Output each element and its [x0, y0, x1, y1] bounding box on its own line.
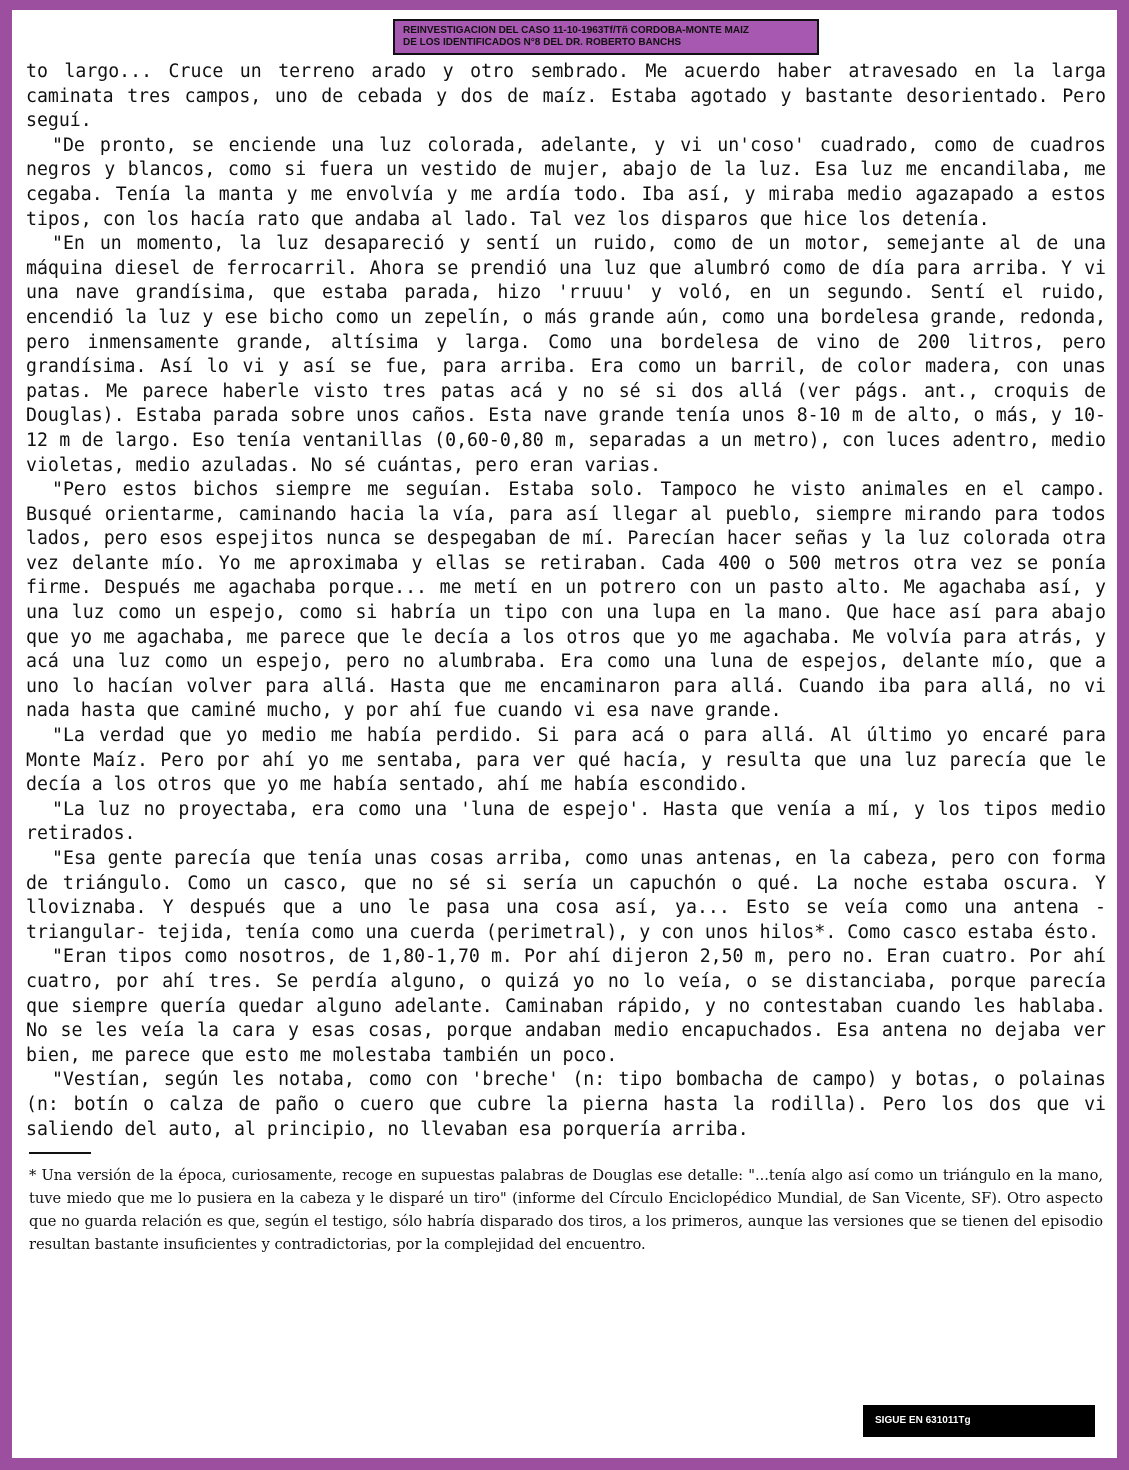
paragraph: "Esa gente parecía que tenía unas cosas arriba, como unas antenas, en la cabeza, pero con forma de triángulo. Como un casco, que no sé si sería un capuchón o qué. La noche estaba oscura. Y lloviznaba. Y después que a uno le pasa una cosa así, ya... Esto se veía como una antena -triangular- tejida, tenía como una cuerda (perimetral), y con unos hilos*. Como casco estaba ésto.	[26, 848, 1106, 943]
paragraph: "La luz no proyectaba, era como una 'luna de espejo'. Hasta que venía a mí, y los tipos medio retirados.	[26, 798, 1106, 845]
continue-label: SIGUE EN 631011Tg	[863, 1405, 1095, 1437]
document-page	[12, 10, 1117, 1458]
paragraph: to largo... Cruce un terreno arado y otro sembrado. Me acuerdo haber atravesado en la larga caminata tres campos, uno de cebada y dos de maíz. Estaba agotado y bastante desorientado. Pero seguí.	[26, 61, 1106, 132]
case-header-line-1: REINVESTIGACION DEL CASO 11-10-1963Tf/Tñ CORDOBA-MONTE MAIZ	[403, 25, 749, 36]
paragraph: "De pronto, se enciende una luz colorada, adelante, y vi un'coso' cuadrado, como de cuadros negros y blancos, como si fuera un vestido de mujer, abajo de la luz. Esa luz me encandilaba, me cegaba. Tenía la manta y me envolvía y me ardía todo. Iba así, y miraba medio agazapado a estos tipos, con los hacía rato que andaba al lado. Tal vez los disparos que hice los detenía.	[26, 134, 1106, 230]
footnote-divider	[29, 1152, 91, 1154]
case-header	[393, 19, 819, 55]
paragraph: "En un momento, la luz desapareció y sentí un ruido, como de un motor, semejante al de una máquina diesel de ferrocarril. Ahora se prendió una luz que alumbró como de día para arriba. Y vi una nave grandísima, que estaba parada, hizo 'rruuu' y voló, en un segundo. Sentí el ruido, encendió la luz y ese bicho como un zepelín, o más grande aún, como una bordelesa grande, redonda, pero inmensamente grande, altísima y larga. Como una bordelesa de vino de 200 litros, pero grandísima. Así lo vi y así se fue, para arriba. Era como un barril, de color madera, con unas patas. Me parece haberle visto tres patas acá y no sé si dos allá (ver págs. ant., croquis de Douglas). Estaba parada sobre unos caños. Esta nave grande tenía unos 8-10 m de alto, o más, y 10-12 m de largo. Eso tenía ventanillas (0,60-0,80 m, separadas a un metro), con luces adentro, medio violetas, medio azuladas. No sé cuántas, pero eran varias.	[26, 233, 1106, 476]
case-header-line-2: DE LOS IDENTIFICADOS N°8 DEL DR. ROBERTO BANCHS	[403, 37, 682, 48]
paragraph: "Pero estos bichos siempre me seguían. Estaba solo. Tampoco he visto animales en el campo. Busqué orientarme, caminando hacia la vía, para así llegar al pueblo, siempre mirando para todos lados, pero esos espejitos nunca se despegaban de mí. Parecían hacer señas y la luz colorada otra vez delante mío. Yo me aproximaba y ellas se retiraban. Cada 400 o 500 metros otra vez se ponía firme. Después me agachaba porque... me metí en un potrero con un pasto alto. Me agachaba así, y una luz como un espejo, como si habría un tipo con una lupa en la mano. Que hace así para abajo que yo me agachaba, me parece que le decía a los otros que yo me agachaba. Me volvía para atrás, y acá una luz como un espejo, pero no alumbraba. Era como una luna de espejos, delante mío, que a uno lo hacían volver para allá. Hasta que me encaminaron para allá. Cuando iba para allá, no vi nada hasta que caminé mucho, y por ahí fue cuando vi esa nave grande.	[26, 479, 1106, 722]
paragraph: "La verdad que yo medio me había perdido. Si para acá o para allá. Al último yo encaré para Monte Maíz. Pero por ahí yo me sentaba, para ver qué hacía, y resulta que una luz parecía que le decía a los otros que yo me había sentado, ahí me había escondido.	[26, 725, 1106, 796]
testimony-body	[26, 60, 1106, 1142]
paragraph: "Eran tipos como nosotros, de 1,80-1,70 m. Por ahí dijeron 2,50 m, pero no. Eran cuatro. Por ahí cuatro, por ahí tres. Se perdía alguno, o quizá yo no lo veía, o se distanciaba, porque parecía que siempre quería quedar alguno adelante. Caminaban rápido, y no contestaban cuando les hablaba. No se les veía la cara y esas cosas, porque andaban medio encapuchados. Esa antena no dejaba ver bien, me parece que esto me molestaba también un poco.	[26, 946, 1106, 1066]
paragraph: "Vestían, según les notaba, como con 'breche' (n: tipo bombacha de campo) y botas, o polainas (n: botín o calza de paño o cuero que cubre la pierna hasta la rodilla). Pero los dos que vi saliendo del auto, al principio, no llevaban esa porquería arriba.	[26, 1069, 1106, 1140]
footnote-text: * Una versión de la época, curiosamente, recoge en supuestas palabras de Douglas ese detalle: "...tenía algo así como un triángulo en la mano, tuve miedo que me lo pusiera en la cabeza y le disparé un tiro" (informe del Círculo Enciclopédico Mundial, de San Vicente, SF). Otro aspecto que no guarda relación es que, según el testigo, sólo habría disparado dos tiros, a los primeros, aunque las versiones que se tienen del episodio resultan bastante insuficientes y contradictorias, por la complejidad del encuentro.	[29, 1167, 1103, 1253]
footnote	[29, 1164, 1103, 1256]
